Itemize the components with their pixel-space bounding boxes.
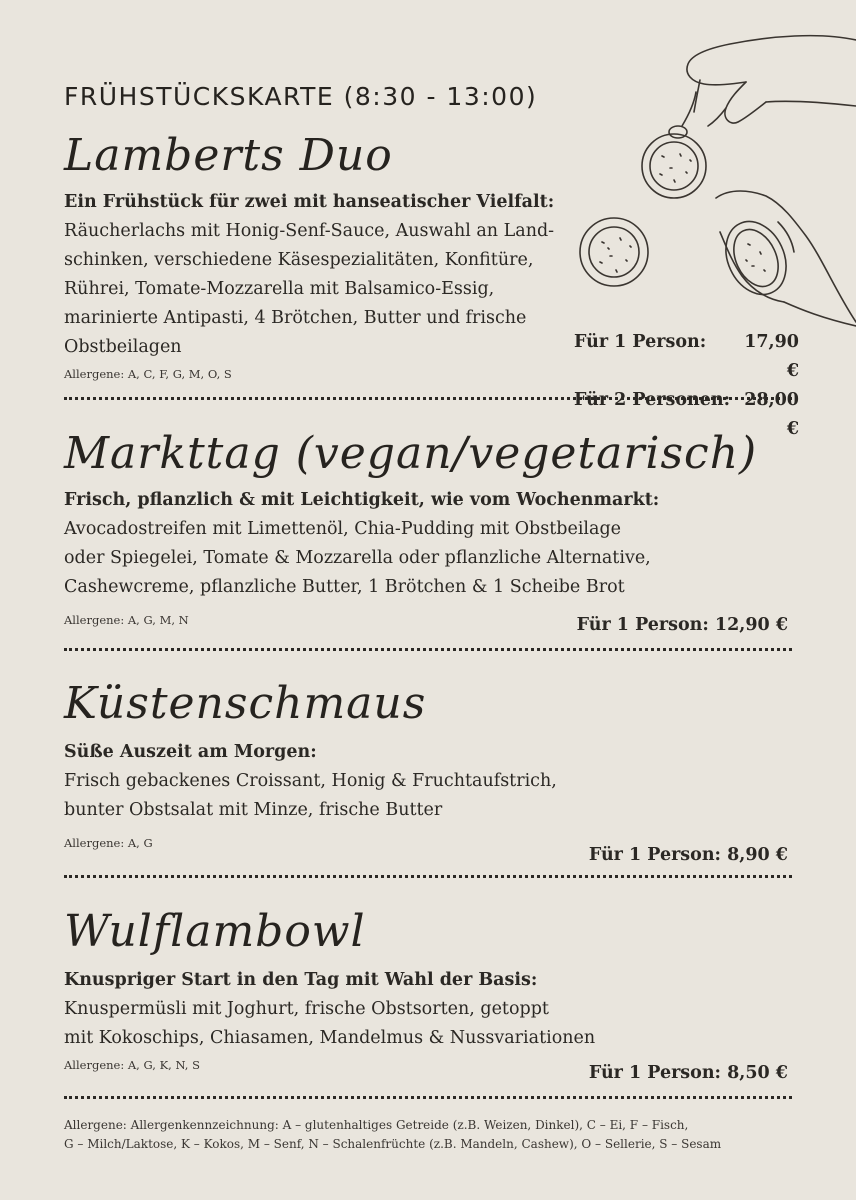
- menu-item-wulflambowl: [64, 904, 804, 1073]
- item-desc-line: marinierte Antipasti, 4 Brötchen, Butter und frische: [64, 308, 527, 328]
- item-title: Markttag (vegan/vegetarisch): [64, 428, 758, 479]
- item-title: Wulflambowl: [64, 906, 366, 957]
- item-desc-line: oder Spiegelei, Tomate & Mozzarella oder pflanzliche Alternative,: [64, 548, 651, 568]
- item-intro: Süße Auszeit am Morgen:: [64, 742, 317, 762]
- item-desc-line: Cashewcreme, pflanzliche Butter, 1 Brötchen & 1 Scheibe Brot: [64, 577, 625, 597]
- item-desc-line: Avocadostreifen mit Limettenöl, Chia-Pudding mit Obstbeilage: [64, 519, 622, 539]
- item-desc-line: bunter Obstsalat mit Minze, frische Butter: [64, 800, 443, 820]
- dotted-divider: [64, 875, 792, 878]
- item-intro: Frisch, pflanzlich & mit Leichtigkeit, wie vom Wochenmarkt:: [64, 490, 660, 510]
- menu-item-markttag: [64, 426, 804, 628]
- page-title: FRÜHSTÜCKSKARTE (8:30 - 13:00): [64, 82, 538, 111]
- price-label: Für 2 Personen:: [574, 390, 731, 410]
- price-row: [574, 328, 799, 386]
- price-label: Für 1 Person:: [574, 332, 707, 352]
- dotted-divider: [64, 1096, 792, 1099]
- item-allergens: Allergene: A, C, F, G, M, O, S: [64, 367, 232, 381]
- item-intro: Knuspriger Start in den Tag mit Wahl der Basis:: [64, 970, 538, 990]
- price-amount: 28,00 €: [744, 390, 799, 439]
- price-amount: 17,90 €: [744, 332, 799, 381]
- dotted-divider: [64, 648, 792, 651]
- item-title: Lamberts Duo: [64, 130, 393, 181]
- allergen-legend-line: G – Milch/Laktose, K – Kokos, M – Senf, N – Schalenfrüchte (z.B. Mandeln, Cashew), O – Sellerie, S – Sesam: [64, 1137, 722, 1151]
- item-desc-line: Frisch gebackenes Croissant, Honig & Fruchtaufstrich,: [64, 771, 557, 791]
- item-title: Küstenschmaus: [64, 678, 427, 729]
- item-desc-line: Knuspermüsli mit Joghurt, frische Obstsorten, getoppt: [64, 999, 549, 1019]
- dotted-divider: [64, 397, 792, 400]
- item-allergens: Allergene: A, G, M, N: [64, 613, 189, 627]
- price-label: Für 1 Person: 12,90 €: [576, 615, 788, 635]
- allergen-legend-line: Allergene: Allergenkennzeichnung: A – glutenhaltiges Getreide (z.B. Weizen, Dinkel), C – Ei, F – Fisch,: [64, 1118, 689, 1132]
- item-intro: Ein Frühstück für zwei mit hanseatischer Vielfalt:: [64, 192, 555, 212]
- item-desc-line: mit Kokoschips, Chiasamen, Mandelmus & Nussvariationen: [64, 1028, 596, 1048]
- price-label: Für 1 Person: 8,50 €: [588, 1063, 788, 1083]
- menu-item-kuestenschmaus: [64, 676, 804, 851]
- item-allergens: Allergene: A, G: [64, 836, 153, 850]
- item-desc-line: schinken, verschiedene Käsespezialitäten, Konfitüre,: [64, 250, 534, 270]
- item-desc-line: Räucherlachs mit Honig-Senf-Sauce, Auswahl an Land-: [64, 221, 555, 241]
- item-allergens: Allergene: A, G, K, N, S: [64, 1058, 200, 1072]
- allergen-legend: [64, 1116, 804, 1154]
- item-desc-line: Obstbeilagen: [64, 337, 182, 357]
- item-desc-line: Rührei, Tomate-Mozzarella mit Balsamico-Essig,: [64, 279, 495, 299]
- price-label: Für 1 Person: 8,90 €: [588, 845, 788, 865]
